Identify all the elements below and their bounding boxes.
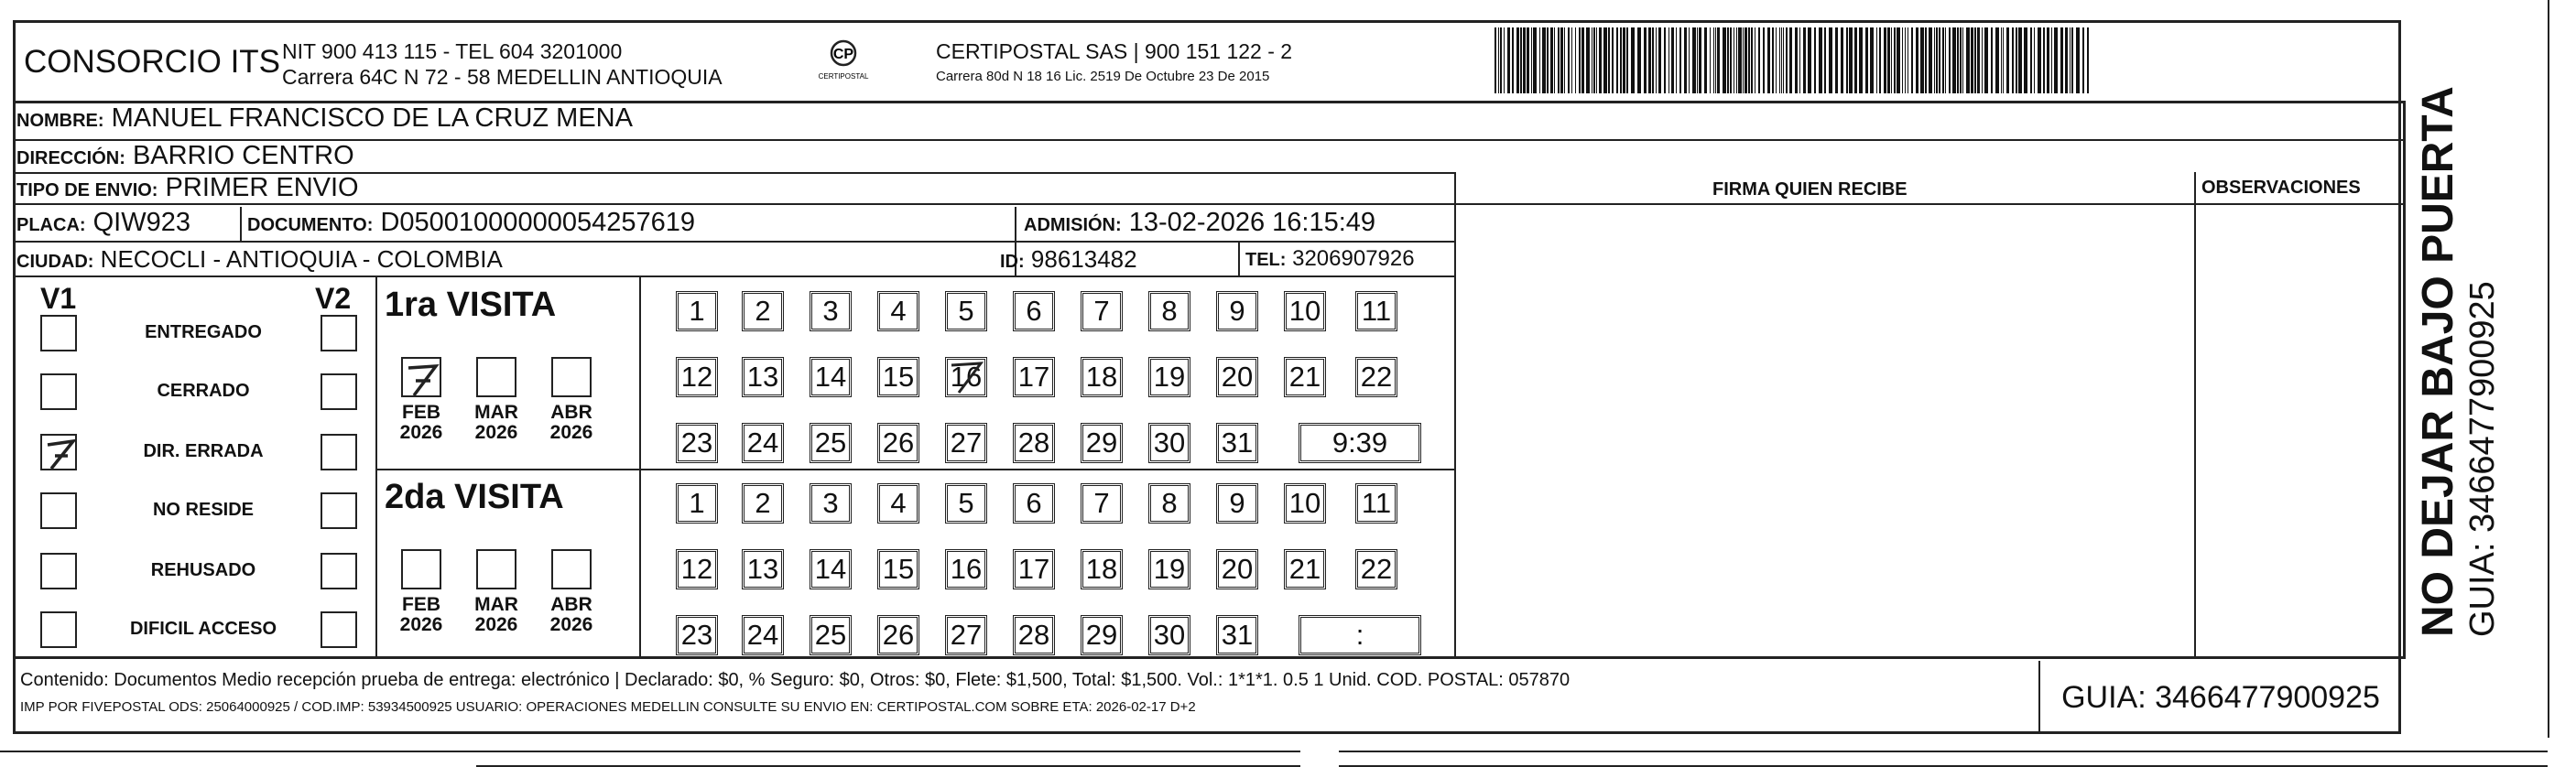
v1-checkbox[interactable] [40,492,77,529]
day-box[interactable] [1148,357,1190,397]
nombre-label: NOMBRE: [16,111,104,131]
divider [375,469,1454,470]
documento-value: D05001000000054257619 [380,208,695,237]
day-number: 21 [1288,361,1321,393]
address-line: Carrera 64C N 72 - 58 MEDELLIN ANTIOQUIA [282,65,723,89]
day-number: 3 [822,487,839,519]
day-box[interactable] [1355,483,1397,524]
day-box[interactable] [877,549,919,589]
v2-checkbox[interactable] [321,492,357,529]
day-number: 25 [814,427,847,459]
day-number: 8 [1161,487,1178,519]
day-number: 20 [1221,553,1254,585]
day-number: 16 [950,361,983,393]
day-number: 29 [1085,427,1118,459]
visit-time[interactable]: 9:39 [1299,423,1421,463]
v1-title: V1 [40,282,77,315]
day-number: 28 [1017,427,1050,459]
month-name: MAR [474,594,518,615]
certipostal-address: Carrera 80d N 18 16 Lic. 2519 De Octubre 23 De 2015 [936,69,1270,84]
nombre-value: MANUEL FRANCISCO DE LA CRUZ MENA [111,103,633,133]
day-number: 11 [1361,487,1392,519]
day-box[interactable] [1148,291,1190,331]
v2-checkbox[interactable] [321,611,357,648]
certipostal-info [936,38,1292,90]
divider [375,276,377,659]
day-number: 21 [1288,553,1321,585]
day-box[interactable] [877,357,919,397]
tipo-label: TIPO DE ENVIO: [16,180,158,200]
day-number: 15 [882,361,915,393]
day-box[interactable] [742,291,784,331]
day-box[interactable] [810,483,852,524]
day-box[interactable] [945,423,987,463]
day-box[interactable] [676,549,718,589]
day-number: 23 [680,427,713,459]
status-label: DIR. ERRADA [143,441,264,461]
day-box[interactable] [1216,357,1258,397]
day-number: 31 [1221,619,1254,651]
day-box[interactable] [1216,615,1258,655]
day-box[interactable] [810,423,852,463]
divider [240,207,242,242]
month-year: 2026 [549,614,593,635]
side-warning: NO DEJAR BAJO PUERTA [2414,86,2462,637]
day-box[interactable] [1081,615,1123,655]
day-box[interactable] [1013,423,1055,463]
placa-row [16,209,190,236]
day-number: 19 [1153,553,1186,585]
month-name: FEB [402,594,440,615]
content-summary: Contenido: Documentos Medio recepción prueba de entrega: electrónico | Declarado: $0, % Seguro: $0, Otros: $0, Flete: $1,500, Total: $1,500. Vol.: 1*1*1. 0.5 1 Unid. COD. POSTAL: 057870 [20,670,1571,690]
svg-text:CP: CP [832,47,854,62]
day-number: 5 [958,487,974,519]
placa-label: PLACA: [16,215,86,235]
month-year: 2026 [399,422,443,443]
day-number: 15 [882,553,915,585]
day-number: 30 [1153,619,1186,651]
day-number: 26 [882,427,915,459]
tipo-value: PRIMER ENVIO [165,173,359,202]
day-box[interactable] [742,483,784,524]
visit-time[interactable]: : [1299,615,1421,655]
month-name: FEB [402,402,440,423]
day-number: 29 [1085,619,1118,651]
month-label [467,403,526,443]
day-number: 13 [746,361,779,393]
day-number: 7 [1093,295,1110,327]
day-box[interactable] [945,615,987,655]
day-number: 30 [1153,427,1186,459]
day-box[interactable] [1081,483,1123,524]
day-number: 4 [890,295,907,327]
month-label [392,403,451,443]
month-year: 2026 [549,422,593,443]
admision-row [1024,209,1375,236]
day-number: 26 [882,619,915,651]
day-number: 27 [950,619,983,651]
day-number: 16 [950,553,983,585]
day-number: 25 [814,619,847,651]
tel-value: 3206907926 [1292,246,1415,271]
day-number: 27 [950,427,983,459]
day-box[interactable] [810,291,852,331]
day-box[interactable] [676,615,718,655]
day-number: 22 [1360,553,1393,585]
month-name: ABR [550,402,592,423]
day-box[interactable] [742,357,784,397]
status-label: NO RESIDE [152,500,255,520]
month-checkbox[interactable] [551,549,592,589]
tel-label: TEL: [1245,250,1287,270]
documento-row [247,209,695,236]
direccion-value: BARRIO CENTRO [132,141,354,170]
second-visit-title: 2da VISITA [385,478,564,516]
month-checkbox[interactable] [401,357,441,397]
nit-line: NIT 900 413 115 - TEL 604 3201000 [282,39,623,63]
month-label [467,595,526,635]
day-number: 3 [822,295,839,327]
day-box[interactable] [1148,423,1190,463]
month-checkbox[interactable] [476,357,516,397]
day-box[interactable] [742,549,784,589]
v1-checkbox[interactable] [40,611,77,648]
side-notice [2414,86,2502,637]
cut-line [2548,0,2549,738]
day-box[interactable] [742,615,784,655]
admision-value: 13-02-2026 16:15:49 [1128,208,1376,237]
v1-checkbox[interactable] [40,553,77,589]
v2-title: V2 [315,282,352,315]
day-box[interactable] [1148,549,1190,589]
ciudad-label: CIUDAD: [16,252,94,272]
day-box[interactable] [810,615,852,655]
month-label [542,595,601,635]
day-box[interactable] [1013,549,1055,589]
day-number: 14 [814,361,847,393]
divider [2194,172,2196,659]
status-label: REHUSADO [150,560,256,580]
day-box[interactable] [1013,291,1055,331]
day-number: 9 [1229,487,1245,519]
status-label: ENTREGADO [145,322,262,342]
day-box[interactable] [1148,483,1190,524]
barcode [1495,27,2090,93]
side-guia: GUIA: 3466477900925 [2463,281,2502,637]
firma-label: FIRMA QUIEN RECIBE [1712,179,1908,200]
day-box[interactable] [1081,357,1123,397]
day-box[interactable] [1216,549,1258,589]
day-number: 8 [1161,295,1178,327]
day-number: 4 [890,487,907,519]
day-number: 14 [814,553,847,585]
day-box[interactable] [877,291,919,331]
day-box[interactable] [945,483,987,524]
day-number: 18 [1085,553,1118,585]
month-label [542,403,601,443]
main-form-box [13,101,2406,659]
day-box[interactable] [877,483,919,524]
v1-checkbox[interactable] [40,373,77,410]
day-number: 13 [746,553,779,585]
day-box[interactable] [1284,291,1326,331]
day-box[interactable] [1355,291,1397,331]
day-box[interactable] [1081,291,1123,331]
divider [13,275,1454,277]
day-box[interactable] [1216,291,1258,331]
day-box[interactable] [1081,423,1123,463]
day-box[interactable] [810,549,852,589]
company-info [282,38,723,90]
nombre-row [16,104,633,132]
day-number: 11 [1361,295,1392,327]
company-name: CONSORCIO ITS [24,44,281,80]
day-number: 24 [746,619,779,651]
documento-label: DOCUMENTO: [247,215,374,235]
day-number: 1 [689,487,705,519]
month-year: 2026 [474,422,518,443]
day-box[interactable] [1013,615,1055,655]
day-number: 12 [680,361,713,393]
day-number: 1 [689,295,705,327]
day-number: 2 [755,487,771,519]
month-name: ABR [550,594,592,615]
first-visit-title: 1ra VISITA [385,286,557,324]
day-number: 18 [1085,361,1118,393]
day-number: 23 [680,619,713,651]
day-number: 5 [958,295,974,327]
day-box[interactable] [1081,549,1123,589]
cut-line [1339,751,2548,752]
print-info: IMP POR FIVEPOSTAL ODS: 25064000925 / COD.IMP: 53934500925 USUARIO: OPERACIONES MEDELLIN CONSULTE SU ENVIO EN: CERTIPOSTAL.COM SOBRE ETA: 2026-02-17 D+2 [20,699,1196,715]
divider [13,139,2405,141]
ciudad-value: NECOCLI - ANTIOQUIA - COLOMBIA [100,245,503,273]
day-box[interactable] [1355,357,1397,397]
observaciones-label: OBSERVACIONES [2201,178,2361,198]
day-number: 10 [1288,487,1321,519]
tel-row [1245,245,1415,273]
day-number: 28 [1017,619,1050,651]
check-mark-icon [42,436,79,472]
divider [13,203,2405,205]
divider [1454,172,1456,659]
v2-checkbox[interactable] [321,315,357,351]
day-box[interactable] [877,615,919,655]
v1-checkbox[interactable] [40,434,77,470]
v1-checkbox[interactable] [40,315,77,351]
day-box[interactable] [676,483,718,524]
month-name: MAR [474,402,518,423]
month-label [392,595,451,635]
day-number: 22 [1360,361,1393,393]
status-label: CERRADO [157,381,250,401]
day-number: 9 [1229,295,1245,327]
direccion-label: DIRECCIÓN: [16,148,125,168]
day-number: 19 [1153,361,1186,393]
day-box[interactable] [810,357,852,397]
status-label: DIFICIL ACCESO [129,619,277,639]
day-box[interactable] [1284,549,1326,589]
month-year: 2026 [399,614,443,635]
id-row [1000,245,1137,273]
day-box[interactable] [1148,615,1190,655]
day-number: 17 [1017,553,1050,585]
certipostal-line: CERTIPOSTAL SAS | 900 151 122 - 2 [936,39,1293,63]
v2-checkbox[interactable] [321,434,357,470]
day-number: 17 [1017,361,1050,393]
direccion-row [16,142,354,169]
day-box[interactable] [676,291,718,331]
divider [1238,241,1240,275]
day-number: 20 [1221,361,1254,393]
guia-number: GUIA: 3466477900925 [2038,661,2401,734]
day-number: 6 [1026,487,1042,519]
day-box[interactable] [1013,357,1055,397]
day-box[interactable] [742,423,784,463]
ciudad-row [16,245,503,273]
admision-label: ADMISIÓN: [1024,215,1122,235]
day-box[interactable] [1216,423,1258,463]
day-box[interactable] [676,423,718,463]
id-label: ID: [1000,252,1025,272]
day-number: 6 [1026,295,1042,327]
day-box[interactable] [676,357,718,397]
id-value: 98613482 [1030,245,1137,273]
svg-text:CERTIPOSTAL: CERTIPOSTAL [818,72,869,81]
day-box[interactable] [945,291,987,331]
month-checkbox[interactable] [551,357,592,397]
tipo-row [16,174,359,201]
placa-value: QIW923 [92,208,190,237]
day-box[interactable] [1216,483,1258,524]
day-number: 24 [746,427,779,459]
day-number: 2 [755,295,771,327]
cut-line [0,751,1300,752]
day-box[interactable] [1284,357,1326,397]
day-box[interactable] [1284,483,1326,524]
divider [639,276,641,659]
day-box[interactable] [1013,483,1055,524]
day-box[interactable] [877,423,919,463]
certipostal-logo [813,38,874,82]
check-mark-icon [403,359,443,399]
day-mark-icon [948,360,984,394]
day-box[interactable] [945,549,987,589]
v2-checkbox[interactable] [321,373,357,410]
v2-checkbox[interactable] [321,553,357,589]
month-year: 2026 [474,614,518,635]
month-checkbox[interactable] [401,549,441,589]
month-checkbox[interactable] [476,549,516,589]
day-number: 7 [1093,487,1110,519]
day-number: 12 [680,553,713,585]
day-box[interactable] [1355,549,1397,589]
day-number: 31 [1221,427,1254,459]
day-box[interactable] [945,357,987,397]
day-number: 10 [1288,295,1321,327]
